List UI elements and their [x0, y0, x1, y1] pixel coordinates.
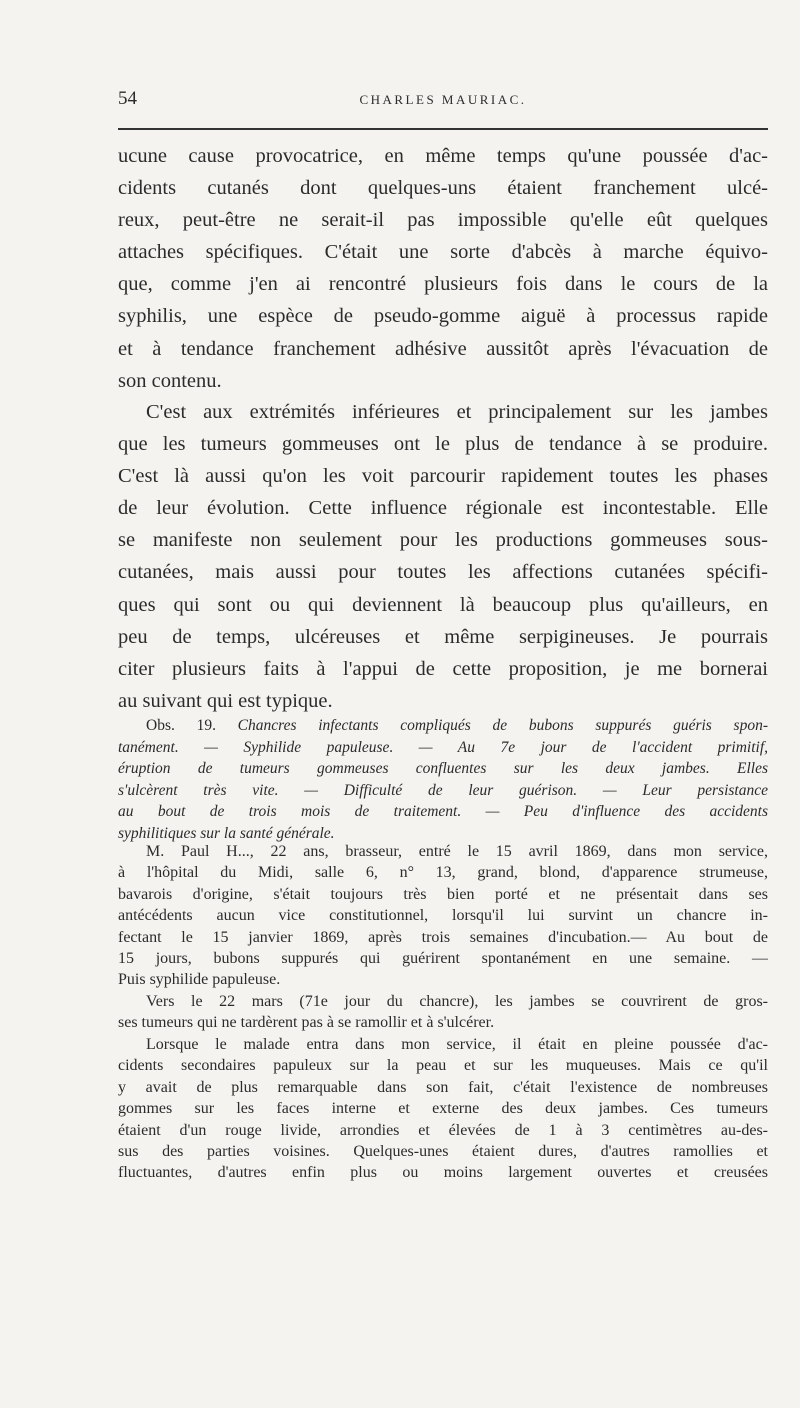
- text-line: Puis syphilide papuleuse.: [118, 971, 281, 989]
- text-line: tanément. — Syphilide papuleuse. — Au 7e jour de l'accident primitif,: [118, 738, 768, 756]
- text-line: fectant le 15 janvier 1869, après trois semaines d'incubation.— Au bout de: [118, 928, 768, 946]
- observation-label: Obs. 19.: [146, 717, 216, 734]
- text-line: Lorsque le malade entra dans mon service, il était en pleine poussée d'ac-: [146, 1036, 768, 1053]
- text-line: attaches spécifiques. C'était une sorte d'abcès à marche équivo-: [118, 241, 768, 264]
- text-line: y avait de plus remarquable dans son fait, c'était l'existence de nombreuses: [118, 1078, 768, 1096]
- text-line: M. Paul H..., 22 ans, brasseur, entré le 15 avril 1869, dans mon service,: [146, 843, 768, 860]
- text-line: de leur évolution. Cette influence régionale est incontestable. Elle: [118, 497, 768, 520]
- case-paragraph-1: [118, 841, 768, 991]
- text-line: reux, peut-être ne serait-il pas impossible qu'elle eût quelques: [118, 209, 768, 232]
- case-paragraph-2: [118, 991, 768, 1034]
- text-line: son contenu.: [118, 369, 222, 392]
- text-line: [118, 715, 768, 737]
- text-line: cidents cutanés dont quelques-uns étaient franchement ulcé-: [118, 177, 768, 200]
- case-paragraph-3: [118, 1034, 768, 1184]
- text-line: ques qui sont ou qui deviennent là beaucoup plus qu'ailleurs, en: [118, 593, 768, 616]
- text-line: éruption de tumeurs gommeuses confluentes sur les deux jambes. Elles: [118, 760, 768, 777]
- text-line: C'est là aussi qu'on les voit parcourir rapidement toutes les phases: [118, 465, 768, 488]
- page-number: 54: [118, 88, 137, 109]
- text-line: gommes sur les faces interne et externe des deux jambes. Ces tumeurs: [118, 1100, 768, 1118]
- text-line: peu de temps, ulcéreuses et même serpigineuses. Je pourrais: [118, 625, 768, 648]
- text-line: cidents secondaires papuleux sur la peau et sur les muqueuses. Mais ce qu'il: [118, 1057, 768, 1075]
- text-line: au bout de trois mois de traitement. — Peu d'influence des accidents: [118, 803, 768, 820]
- text-line: s'ulcèrent très vite. — Difficulté de leur guérison. — Leur persistance: [118, 781, 768, 799]
- text-line: C'est aux extrémités inférieures et principalement sur les jambes: [146, 401, 768, 423]
- text-line: à l'hôpital du Midi, salle 6, n° 13, grand, blond, d'apparence strumeuse,: [118, 864, 768, 882]
- paragraph-2: [118, 396, 768, 717]
- text-line: syphilis, une espèce de pseudo-gomme aiguë à processus rapide: [118, 305, 768, 328]
- text-line: ses tumeurs qui ne tardèrent pas à se ramollir et à s'ulcérer.: [118, 1014, 495, 1032]
- text-line: que, comme j'en ai rencontré plusieurs fois dans le cours de la: [118, 273, 768, 296]
- text-line: au suivant qui est typique.: [118, 689, 333, 712]
- text-line: se manifeste non seulement pour les productions gommeuses sous-: [118, 529, 768, 552]
- paragraph-1: [118, 140, 768, 397]
- text-line: étaient d'un rouge livide, arrondies et élevées de 1 à 3 centimètres au-des-: [118, 1121, 768, 1139]
- text-line: sus des parties voisines. Quelques-unes étaient dures, d'autres ramollies et: [118, 1142, 768, 1160]
- running-head: [118, 88, 768, 112]
- text-line: cutanées, mais aussi pour toutes les affections cutanées spécifi-: [118, 561, 768, 584]
- text-line: que les tumeurs gommeuses ont le plus de tendance à se produire.: [118, 433, 768, 456]
- text-line: ucune cause provocatrice, en même temps qu'une poussée d'ac-: [118, 145, 768, 167]
- observation-heading: [118, 715, 768, 844]
- text-line: Vers le 22 mars (71e jour du chancre), les jambes se couvrirent de gros-: [146, 993, 768, 1010]
- text-line: et à tendance franchement adhésive aussitôt après l'évacuation de: [118, 337, 768, 360]
- text-line: 15 jours, bubons suppurés qui guérirent spontanément en une semaine. —: [118, 949, 768, 967]
- running-title: CHARLES MAURIAC.: [359, 92, 527, 107]
- text-line: antécédents aucun vice constitutionnel, lorsqu'il lui survint un chancre in-: [118, 907, 768, 925]
- text-line: bavarois d'origine, s'était toujours très bien porté et ne présentait dans ses: [118, 885, 768, 903]
- observation-title: Chancres infectants compliqués de bubons suppurés guéris spon-: [237, 717, 768, 734]
- text-line: syphilitiques sur la santé générale.: [118, 824, 335, 842]
- header-rule: [118, 128, 768, 130]
- text-line: citer plusieurs faits à l'appui de cette proposition, je me bornerai: [118, 657, 768, 680]
- text-line: fluctuantes, d'autres enfin plus ou moins largement ouvertes et creusées: [118, 1164, 768, 1182]
